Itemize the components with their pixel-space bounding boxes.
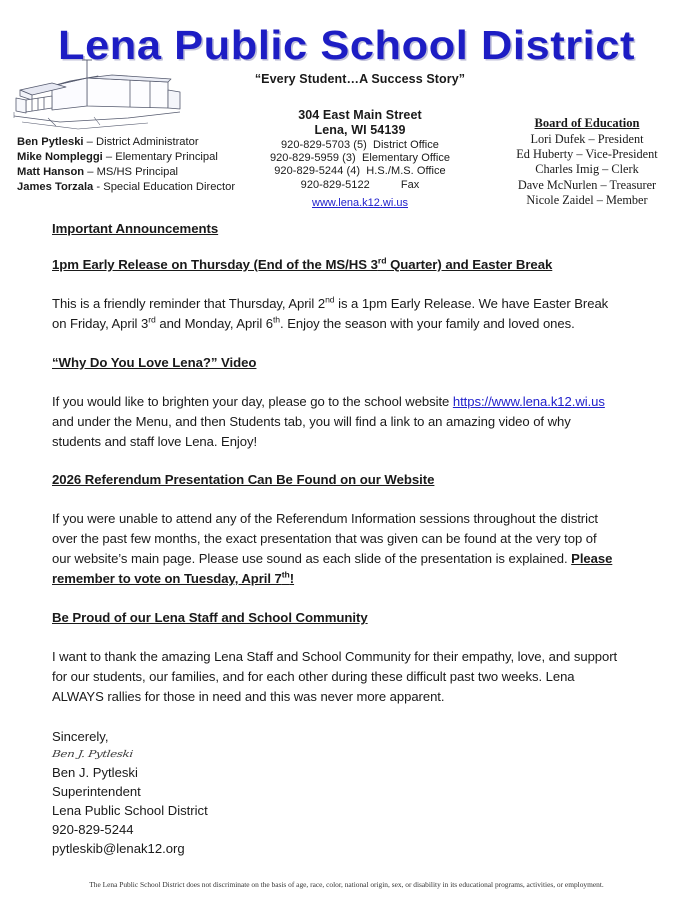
- staff-item: [17, 165, 235, 180]
- city-state-zip: Lena, WI 54139: [314, 123, 406, 138]
- district-website-link[interactable]: www.lena.k12.wi.us: [312, 197, 408, 210]
- superscript-th: th: [272, 314, 281, 325]
- video-heading-wrap: [52, 354, 618, 372]
- board-member: Lori Dufek – President: [530, 131, 644, 146]
- superscript-nd: nd: [325, 294, 335, 305]
- staff-title: Elementary Principal: [115, 150, 218, 163]
- video-paragraph: If you would like to brighten your day, please go to the school website https://www.lena.k12.wi.us and under the Menu, and then Students tab, you will find a link to an amazing video of why students and staff love Lena. Enjoy!: [52, 393, 605, 449]
- early-release-heading-wrap: [52, 256, 618, 274]
- board-member: Nicole Zaidel – Member: [526, 193, 648, 208]
- staff-separator: –: [83, 136, 96, 148]
- staff-item: [17, 180, 235, 195]
- street-address: 304 East Main Street: [298, 108, 422, 122]
- important-announcements-heading: Important Announcements: [52, 221, 219, 236]
- be-proud-paragraph: I want to thank the amazing Lena Staff and School Community for their empathy, love, and support for our students, our families, and for each other during these difficult past two weeks. Lena ALWAYS rallies for those in need and this was never more apparent.: [52, 649, 618, 704]
- letter-body: [52, 220, 618, 858]
- staff-separator: -: [93, 180, 104, 193]
- superscript-th: th: [281, 569, 290, 580]
- staff-title: MS/HS Principal: [96, 165, 179, 178]
- board-heading: Board of Education: [534, 116, 640, 130]
- address-block: [185, 108, 535, 212]
- phone-elementary-office: 920-829-5959 (3) Elementary Office: [269, 151, 451, 164]
- board-member: Ed Huberty – Vice-President: [516, 146, 658, 161]
- staff-item: [17, 135, 235, 150]
- staff-separator: –: [84, 165, 97, 178]
- staff-title: Special Education Director: [103, 180, 236, 193]
- superscript-rd: rd: [377, 255, 387, 266]
- board-member: Charles Imig – Clerk: [535, 162, 639, 177]
- superscript-rd: rd: [148, 314, 156, 325]
- referendum-presentation-heading: 2026 Referendum Presentation Can Be Found on our Website: [52, 472, 435, 488]
- staff-item: [17, 150, 235, 165]
- staff-title: District Administrator: [96, 136, 199, 148]
- signer-organization: Lena Public School District: [52, 803, 208, 819]
- staff-separator: –: [102, 150, 116, 163]
- staff-name: Matt Hanson: [17, 165, 85, 178]
- page-title: Lena Public School District: [57, 22, 635, 68]
- early-release-heading: 1pm Early Release on Thursday (End of the MS/HS 3rd Quarter) and Easter Break: [52, 255, 553, 272]
- salutation: Sincerely,: [52, 728, 109, 744]
- referendum-paragraph: If you were unable to attend any of the Referendum Information sessions throughout the district over the past few months, the exact presentation that was given can be found at the very top of our website’s main page. Please use sound as each slide of the presentation is explained. Please remember to vote on Tuesday, April 7th!: [52, 511, 613, 587]
- board-of-education-block: [487, 116, 687, 208]
- be-proud-heading-wrap: [52, 609, 618, 627]
- signer-phone: 920-829-5244: [52, 822, 134, 838]
- referendum-heading-wrap: [52, 471, 618, 489]
- signer-role: Superintendent: [52, 783, 141, 799]
- staff-name: Mike Nompleggi: [17, 150, 103, 163]
- phone-hs-ms-office: 920-829-5244 (4) H.S./M.S. Office: [274, 165, 446, 178]
- phone-district-office: 920-829-5703 (5) District Office: [281, 138, 439, 151]
- nondiscrimination-disclaimer: The Lena Public School District does not discriminate on the basis of age, race, color, national origin, sex, or disability in its educational programs, activities, or employment.: [89, 880, 604, 889]
- staff-name: James Torzala: [17, 180, 94, 193]
- closing-block: [52, 727, 618, 859]
- board-member: Dave McNurlen – Treasurer: [517, 177, 657, 192]
- announcements-heading-wrap: [52, 220, 618, 238]
- why-do-you-love-lena-heading: “Why Do You Love Lena?” Video: [52, 354, 257, 370]
- signer-name: Ben J. Pytleski: [52, 764, 138, 780]
- be-proud-heading: Be Proud of our Lena Staff and School Community: [52, 610, 368, 626]
- handwritten-signature: Ben J. Pytleski: [51, 748, 134, 760]
- district-tagline: “Every Student…A Success Story”: [254, 72, 466, 86]
- staff-name: Ben Pytleski: [17, 136, 84, 148]
- letterhead-masthead: [0, 0, 693, 212]
- school-building-sketch-icon: [8, 56, 183, 134]
- early-release-paragraph: This is a friendly reminder that Thursday, April 2nd is a 1pm Early Release. We have Easter Break on Friday, April 3rd and Monday, April 6th. Enjoy the season with your family and loved ones.: [52, 294, 609, 331]
- school-website-link[interactable]: https://www.lena.k12.wi.us: [452, 393, 605, 409]
- vote-reminder-emphasis: Please remember to vote on Tuesday, April 7th!: [52, 551, 613, 587]
- phone-fax: 920-829-5122 Fax: [300, 178, 420, 191]
- signer-email: pytleskib@lenak12.org: [52, 841, 185, 857]
- administration-staff-list: [17, 135, 235, 195]
